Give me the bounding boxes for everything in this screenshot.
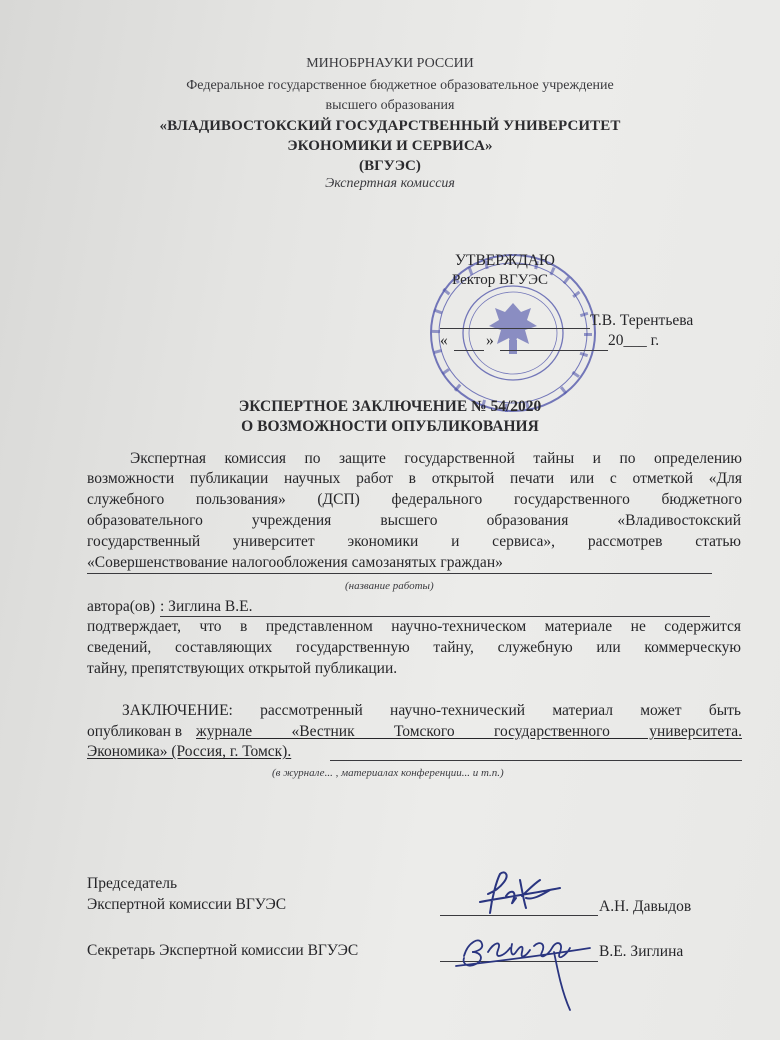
paragraph1-line5: государственный университет экономики и сервиса», рассмотрев статью	[87, 533, 741, 550]
paragraph2-line2: сведений, составляющих государственную тайну, служебную или коммерческую	[87, 639, 741, 656]
secretary-name: В.Е. Зиглина	[599, 943, 684, 960]
university-abbr: (ВГУЭС)	[358, 158, 422, 174]
authors-value: : Зиглина В.Е.	[160, 598, 253, 615]
journal-underline	[330, 760, 742, 761]
chair-label-line1: Председатель	[87, 875, 178, 892]
paragraph1-line1: Экспертная комиссия по защите государственной тайны и по определению	[130, 450, 742, 467]
document-title-line1: ЭКСПЕРТНОЕ ЗАКЛЮЧЕНИЕ № 54/2020	[238, 398, 542, 415]
secretary-handwritten-signature	[450, 922, 600, 1017]
date-quote-open: «	[440, 332, 448, 349]
ministry-name: МИНОБРНАУКИ РОССИИ	[306, 56, 474, 71]
date-quote-close: »	[486, 332, 494, 349]
paragraph1-line4: образовательного учреждения высшего образования «Владивостокский	[87, 512, 741, 529]
chair-name: А.Н. Давыдов	[599, 898, 692, 915]
journal-name: журнале «Вестник Томского государственного университета.	[196, 723, 742, 740]
date-year: 20___ г.	[608, 332, 660, 349]
rector-name: Т.В. Терентьева	[590, 312, 694, 329]
authors-label: автора(ов)	[87, 598, 156, 615]
authors-underline	[160, 616, 710, 617]
university-name-line1: «ВЛАДИВОСТОКСКИЙ ГОСУДАРСТВЕННЫЙ УНИВЕРСИТЕТ	[159, 118, 621, 134]
chair-handwritten-signature	[470, 868, 565, 923]
paragraph2-line3: тайну, препятствующих открытой публикации.	[87, 660, 398, 677]
secretary-label: Секретарь Экспертной комиссии ВГУЭС	[87, 942, 359, 959]
chair-label-line2: Экспертной комиссии ВГУЭС	[87, 896, 287, 913]
paragraph1-line2: возможности публикации научных работ в открытой печати или с отметкой «Для	[87, 470, 742, 487]
conclusion-line1: ЗАКЛЮЧЕНИЕ: рассмотренный научно-технический материал может быть	[122, 702, 741, 719]
approval-heading: УТВЕРЖДАЮ	[455, 252, 555, 269]
journal-note: (в журнале... , материалах конференции... и т.п.)	[272, 767, 504, 779]
document-title-line2: О ВОЗМОЖНОСТИ ОПУБЛИКОВАНИЯ	[241, 418, 539, 435]
institution-type-line2: высшего образования	[325, 98, 455, 113]
work-title: «Совершенствование налогообложения самозанятых граждан»	[87, 554, 503, 571]
date-day-line	[454, 350, 484, 351]
conclusion-line2-prefix: опубликован в	[87, 723, 183, 740]
conclusion-line3: Экономика» (Россия, г. Томск).	[87, 743, 292, 760]
date-month-line	[500, 350, 608, 351]
approval-position: Ректор ВГУЭС	[452, 272, 549, 288]
paragraph2-line1: подтверждает, что в представленном научно-техническом материале не содержится	[87, 618, 741, 635]
paragraph1-line3: служебного пользования» (ДСП) федерального государственного бюджетного	[87, 491, 742, 508]
rector-signature-line	[440, 328, 590, 329]
institution-type-line1: Федеральное государственное бюджетное образовательное учреждение	[186, 78, 614, 93]
work-title-note: (название работы)	[345, 580, 434, 592]
commission-name: Экспертная комиссия	[325, 176, 455, 191]
university-name-line2: ЭКОНОМИКИ И СЕРВИСА»	[287, 138, 493, 154]
work-title-underline	[87, 573, 712, 574]
